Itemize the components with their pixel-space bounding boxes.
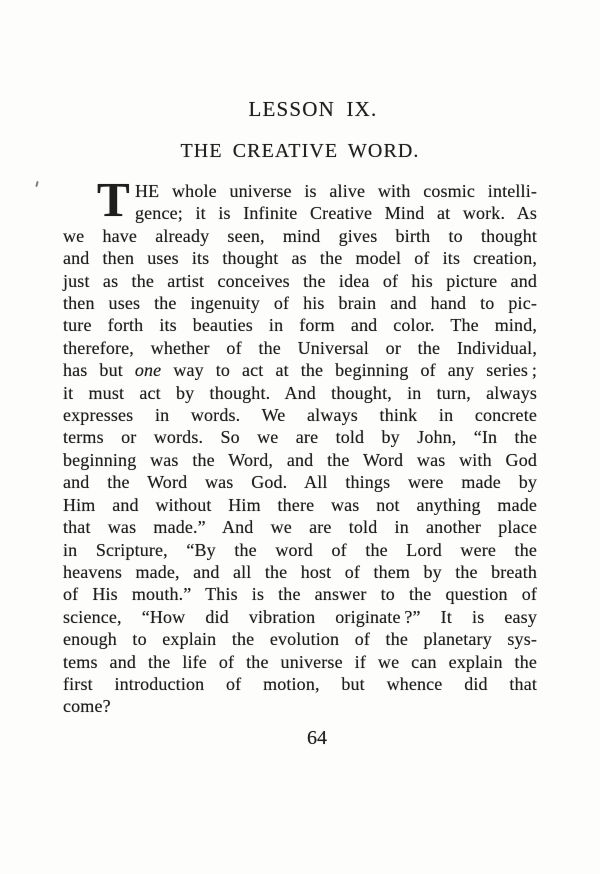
- scan-speck: [35, 181, 38, 187]
- text-line: come?: [63, 696, 111, 717]
- text-line: enough to explain the evolution of the planetary sys-: [63, 629, 537, 650]
- text-line: it must act by thought. And thought, in turn, always: [63, 382, 537, 403]
- text-line: that was made.” And we are told in another place: [63, 517, 537, 538]
- text-segment: has but: [63, 360, 135, 381]
- text-line: gence; it is Infinite Creative Mind at work. As: [135, 203, 537, 224]
- text-line: expresses in words. We always think in concrete: [63, 405, 537, 426]
- text-line: of His mouth.” This is the answer to the question of: [63, 584, 537, 605]
- page-number: 64: [307, 726, 327, 749]
- text-line: ture forth its beauties in form and color. The mind,: [63, 315, 537, 336]
- text-line: first introduction of motion, but whence did that: [63, 673, 537, 694]
- text-line: science, “How did vibration originate ?” It is easy: [63, 606, 537, 627]
- text-line: in Scripture, “By the word of the Lord were the: [63, 539, 537, 560]
- text-line: heavens made, and all the host of them by the breath: [63, 561, 537, 582]
- text-line: then uses the ingenuity of his brain and hand to pic-: [63, 293, 537, 314]
- text-line: and the Word was God. All things were made by: [63, 472, 537, 493]
- chapter-title: THE CREATIVE WORD.: [180, 140, 420, 162]
- text-line: Him and without Him there was not anything made: [63, 494, 537, 515]
- text-line: we have already seen, mind gives birth to thought: [63, 225, 537, 246]
- text-line: just as the artist conceives the idea of his picture and: [63, 270, 537, 291]
- body-paragraph: [63, 172, 537, 718]
- text-line: beginning was the Word, and the Word was with God: [63, 449, 537, 470]
- text-line: and then uses its thought as the model of its creation,: [63, 248, 537, 269]
- italic-word: one: [134, 360, 162, 381]
- text-line: therefore, whether of the Universal or the Individual,: [63, 337, 537, 358]
- text-line: tems and the life of the universe if we can explain the: [63, 651, 537, 672]
- text-segment: way to act at the beginning of any series ;: [161, 360, 537, 381]
- text-line: terms or words. So we are told by John, “In the: [63, 427, 537, 448]
- text-line-with-italic: [63, 359, 537, 381]
- lesson-heading: LESSON IX.: [248, 97, 378, 121]
- drop-cap: T: [97, 172, 130, 227]
- text-line: HE whole universe is alive with cosmic intelli-: [135, 181, 537, 201]
